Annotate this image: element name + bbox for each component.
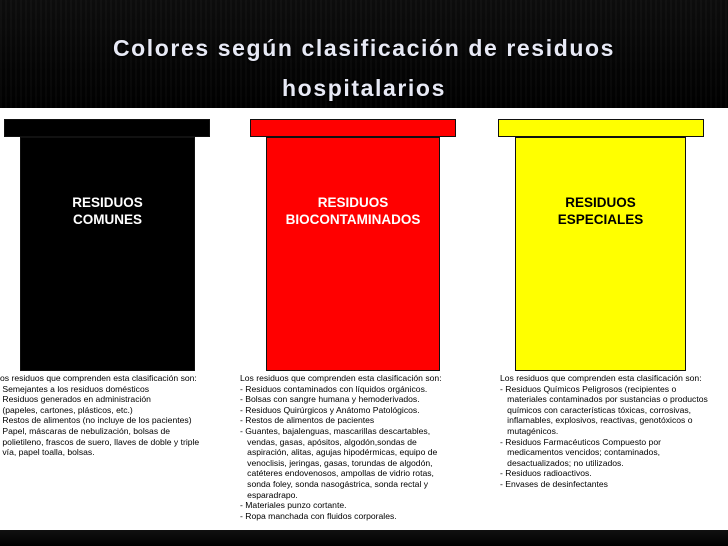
description-line: - Ropa manchada con fluidos corporales.	[240, 510, 397, 521]
description-line: aspiración, alitas, agujas hipodérmicas, equipo de	[240, 447, 438, 458]
description-line: - Materiales punzo cortante.	[240, 500, 347, 511]
description-line: - Restos de alimentos de pacientes	[240, 415, 375, 426]
description-line: venoclisis, jeringas, gasas, torundas de algodón,	[240, 457, 433, 468]
description-line: - Residuos Farmacéuticos Compuesto por	[500, 436, 661, 447]
bin-body	[266, 137, 440, 371]
description-line: esparadrapo.	[240, 489, 298, 500]
description-line: vendas, gasas, apósitos, algodón,sondas de	[240, 436, 417, 447]
description-line: - Guantes, bajalenguas, mascarillas descartables,	[240, 425, 431, 436]
slide-footer	[0, 530, 728, 546]
content-panel	[0, 108, 728, 530]
description-line: (papeles, cartones, plásticos, etc.)	[0, 404, 133, 415]
slide-title	[0, 28, 728, 108]
description-line: - Residuos contaminados con líquidos orgánicos.	[240, 383, 428, 394]
bin-label: RESIDUOS ESPECIALES	[557, 195, 644, 227]
slide-header	[0, 0, 728, 108]
bin-body	[515, 137, 686, 371]
description-line: químicos con características tóxicas, corrosivas,	[500, 404, 692, 415]
description-line: desactualizados; no utilizados.	[500, 457, 624, 468]
description-line: - Residuos Quirúrgicos y Anátomo Patológicos.	[240, 404, 420, 415]
bin-label: RESIDUOS COMUNES	[72, 195, 143, 227]
description-line: materiales contaminados por sustancias o productos	[500, 394, 708, 405]
description-line: inflamables, explosivos, reactivas, genotóxicos o	[500, 415, 693, 426]
bin-lid	[498, 119, 704, 137]
description-line: Papel, máscaras de nebulización, bolsas de	[0, 425, 171, 436]
description-line: medicamentos vencidos; contaminados,	[500, 447, 661, 458]
description-line: sonda foley, sonda nasogástrica, sonda rectal y	[240, 478, 429, 489]
description-line: - Residuos radioactivos.	[500, 468, 592, 479]
title-line-1: Colores según clasificación de residuos	[112, 35, 616, 61]
description-biocontaminados	[240, 373, 492, 521]
description-line: catéteres endovenosos, ampollas de vidrio rotas,	[240, 468, 434, 479]
bin-lid	[250, 119, 456, 137]
bin-body	[20, 137, 195, 371]
description-line: - Residuos Químicos Peligrosos (recipientes o	[500, 383, 677, 394]
title-line-2: hospitalarios	[282, 75, 446, 101]
description-line: - Envases de desinfectantes	[500, 478, 608, 489]
description-line: Semejantes a los residuos domésticos	[0, 383, 150, 394]
bin-lid	[4, 119, 210, 137]
description-comunes	[0, 373, 238, 458]
description-line: mutagénicos.	[500, 425, 559, 436]
description-line: Los residuos que comprenden esta clasificación son:	[240, 373, 442, 383]
description-especiales	[500, 373, 726, 490]
description-line: vía, papel toalla, bolsas.	[0, 447, 95, 458]
description-line: os residuos que comprenden esta clasificación son:	[0, 373, 197, 383]
description-line: Residuos generados en administración	[0, 394, 151, 405]
description-line: polietileno, frascos de suero, llaves de doble y triple	[0, 436, 200, 447]
description-line: - Bolsas con sangre humana y hemoderivados.	[240, 394, 420, 405]
description-line: Restos de alimentos (no incluye de los pacientes)	[0, 415, 192, 426]
bin-label: RESIDUOS BIOCONTAMINADOS	[285, 195, 421, 227]
description-line: Los residuos que comprenden esta clasificación son:	[500, 373, 702, 383]
